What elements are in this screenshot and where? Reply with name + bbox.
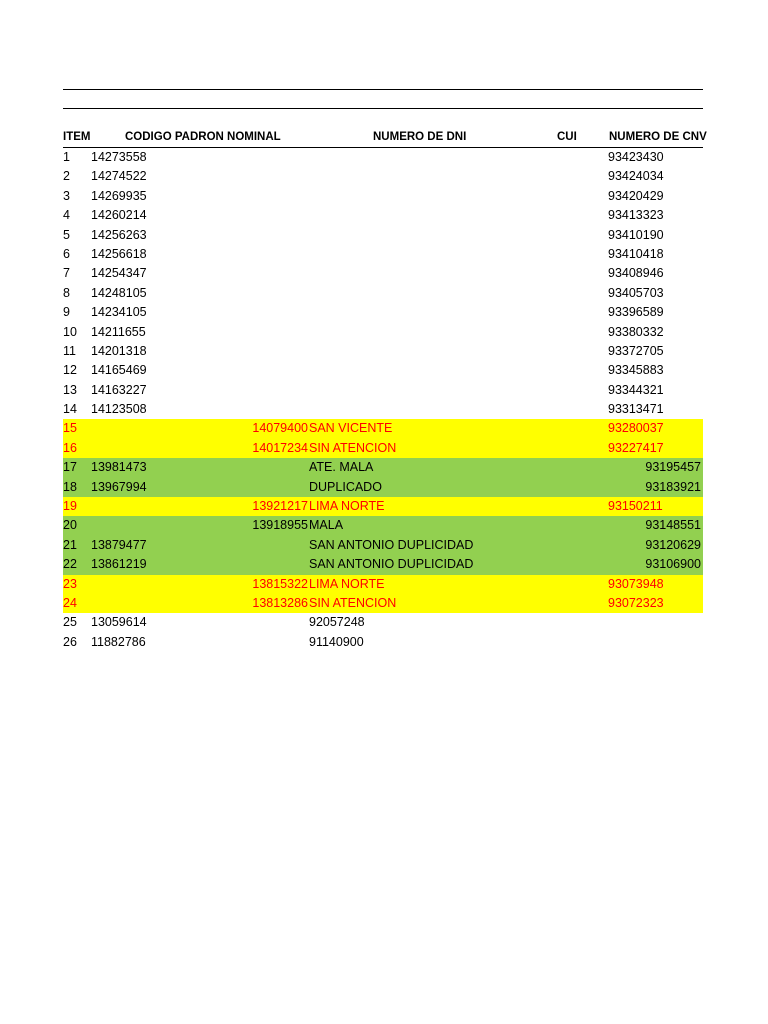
cell-item: 26 <box>63 634 77 649</box>
table-row <box>63 497 703 516</box>
cell-cnv: 93420429 <box>608 188 664 203</box>
table-row <box>63 303 703 322</box>
cell-cnv: 93424034 <box>608 169 664 184</box>
table-row <box>63 187 703 206</box>
cell-dni-text: 92057248 <box>309 615 365 630</box>
cell-item: 3 <box>63 188 70 203</box>
cell-cnv: 93195457 <box>645 460 701 475</box>
table-row <box>63 167 703 186</box>
cell-cnv: 93073948 <box>608 576 664 591</box>
cell-codigo: 14269935 <box>91 188 147 203</box>
table-row <box>63 361 703 380</box>
cell-item: 6 <box>63 246 70 261</box>
table-row <box>63 245 703 264</box>
table-row <box>63 226 703 245</box>
cell-cnv: 93405703 <box>608 285 664 300</box>
cell-item: 21 <box>63 537 77 552</box>
cell-dni: 14079400 <box>252 421 308 436</box>
cell-codigo: 13879477 <box>91 537 147 552</box>
cell-dni: 13918955 <box>252 518 308 533</box>
cell-item: 22 <box>63 557 77 572</box>
cell-cnv: 93345883 <box>608 363 664 378</box>
table-row <box>63 381 703 400</box>
cell-item: 16 <box>63 440 77 455</box>
cell-dni-text: SAN ANTONIO DUPLICIDAD <box>309 537 474 552</box>
cell-dni: 14017234 <box>252 440 308 455</box>
cell-cnv: 93120629 <box>645 537 701 552</box>
header-dni: NUMERO DE DNI <box>373 131 467 143</box>
table-row <box>63 342 703 361</box>
cell-item: 19 <box>63 499 77 514</box>
cell-cnv: 93396589 <box>608 305 664 320</box>
cell-codigo: 14273558 <box>91 150 147 164</box>
table-row <box>63 594 703 613</box>
table-row <box>63 575 703 594</box>
cell-item: 14 <box>63 402 77 417</box>
cell-codigo: 14248105 <box>91 285 147 300</box>
cell-dni-text: SIN ATENCION <box>309 440 397 455</box>
cell-item: 18 <box>63 479 77 494</box>
cell-dni-text: MALA <box>309 518 344 533</box>
cell-item: 25 <box>63 615 77 630</box>
cell-codigo: 11882786 <box>91 634 146 649</box>
cell-codigo: 14254347 <box>91 266 147 281</box>
table-row <box>63 206 703 225</box>
cell-codigo: 14163227 <box>91 382 147 397</box>
cell-item: 17 <box>63 460 77 475</box>
cell-item: 11 <box>63 343 76 358</box>
cell-cnv: 93148551 <box>645 518 701 533</box>
cell-item: 10 <box>63 324 77 339</box>
table-row <box>63 284 703 303</box>
header-item: ITEM <box>63 131 91 143</box>
table-row <box>63 419 703 438</box>
cell-dni-text: SAN ANTONIO DUPLICIDAD <box>309 557 474 572</box>
table-row <box>63 536 703 555</box>
table-row <box>63 323 703 342</box>
cell-codigo: 14256263 <box>91 227 147 242</box>
cell-item: 7 <box>63 266 70 281</box>
cell-cnv: 93423430 <box>608 150 664 164</box>
header-codigo: CODIGO PADRON NOMINAL <box>125 131 281 143</box>
cell-item: 1 <box>63 150 70 164</box>
cell-cnv: 93072323 <box>608 595 664 610</box>
cell-cnv: 93380332 <box>608 324 664 339</box>
cell-dni-text: 91140900 <box>309 634 364 649</box>
cell-cnv: 93150211 <box>608 499 663 514</box>
table-row <box>63 633 703 652</box>
cell-cnv: 93227417 <box>608 440 664 455</box>
cell-codigo: 13967994 <box>91 479 147 494</box>
cell-cnv: 93410190 <box>608 227 664 242</box>
cell-codigo: 14234105 <box>91 305 147 320</box>
cell-cnv: 93183921 <box>645 479 701 494</box>
cell-dni: 13815322 <box>252 576 308 591</box>
cell-item: 20 <box>63 518 77 533</box>
cell-cnv: 93313471 <box>608 402 664 417</box>
table-header <box>63 128 707 148</box>
table-row <box>63 439 703 458</box>
cell-cnv: 93372705 <box>608 343 664 358</box>
cell-item: 8 <box>63 285 70 300</box>
cell-codigo: 14165469 <box>91 363 147 378</box>
cell-codigo: 14201318 <box>91 343 147 358</box>
table-row <box>63 264 703 283</box>
cell-cnv: 93408946 <box>608 266 664 281</box>
table-row <box>63 458 703 477</box>
cell-codigo: 14123508 <box>91 402 147 417</box>
cell-cnv: 93413323 <box>608 208 664 223</box>
cell-cnv: 93280037 <box>608 421 664 436</box>
table-body <box>63 148 703 652</box>
cell-cnv: 93106900 <box>645 557 701 572</box>
cell-codigo: 13059614 <box>91 615 147 630</box>
cell-codigo: 14260214 <box>91 208 147 223</box>
spreadsheet-table <box>63 128 707 652</box>
cell-item: 24 <box>63 595 77 610</box>
header-cnv: NUMERO DE CNV <box>609 131 707 143</box>
cell-cnv: 93344321 <box>608 382 664 397</box>
top-rule-2 <box>63 108 703 109</box>
cell-item: 5 <box>63 227 70 242</box>
cell-codigo: 13981473 <box>91 460 147 475</box>
cell-codigo: 14256618 <box>91 246 147 261</box>
table-row <box>63 555 703 574</box>
cell-item: 4 <box>63 208 70 223</box>
table-row <box>63 478 703 497</box>
cell-cnv: 93410418 <box>608 246 664 261</box>
table-row <box>63 148 703 167</box>
top-rule-1 <box>63 89 703 90</box>
cell-dni-text: ATE. MALA <box>309 460 374 475</box>
header-cui: CUI <box>557 131 577 143</box>
cell-item: 9 <box>63 305 70 320</box>
table-row <box>63 613 703 632</box>
cell-dni-text: SAN VICENTE <box>309 421 393 436</box>
cell-item: 23 <box>63 576 77 591</box>
cell-item: 15 <box>63 421 77 436</box>
cell-dni-text: LIMA NORTE <box>309 576 385 591</box>
cell-codigo: 14274522 <box>91 169 147 184</box>
cell-item: 12 <box>63 363 77 378</box>
cell-dni-text: SIN ATENCION <box>309 595 397 610</box>
cell-codigo: 13861219 <box>91 557 147 572</box>
cell-dni: 13921217 <box>252 499 308 514</box>
cell-codigo: 14211655 <box>91 324 146 339</box>
cell-dni-text: LIMA NORTE <box>309 499 385 514</box>
cell-item: 2 <box>63 169 70 184</box>
cell-item: 13 <box>63 382 77 397</box>
cell-dni: 13813286 <box>252 595 308 610</box>
cell-dni-text: DUPLICADO <box>309 479 382 494</box>
table-row <box>63 400 703 419</box>
table-row <box>63 516 703 535</box>
